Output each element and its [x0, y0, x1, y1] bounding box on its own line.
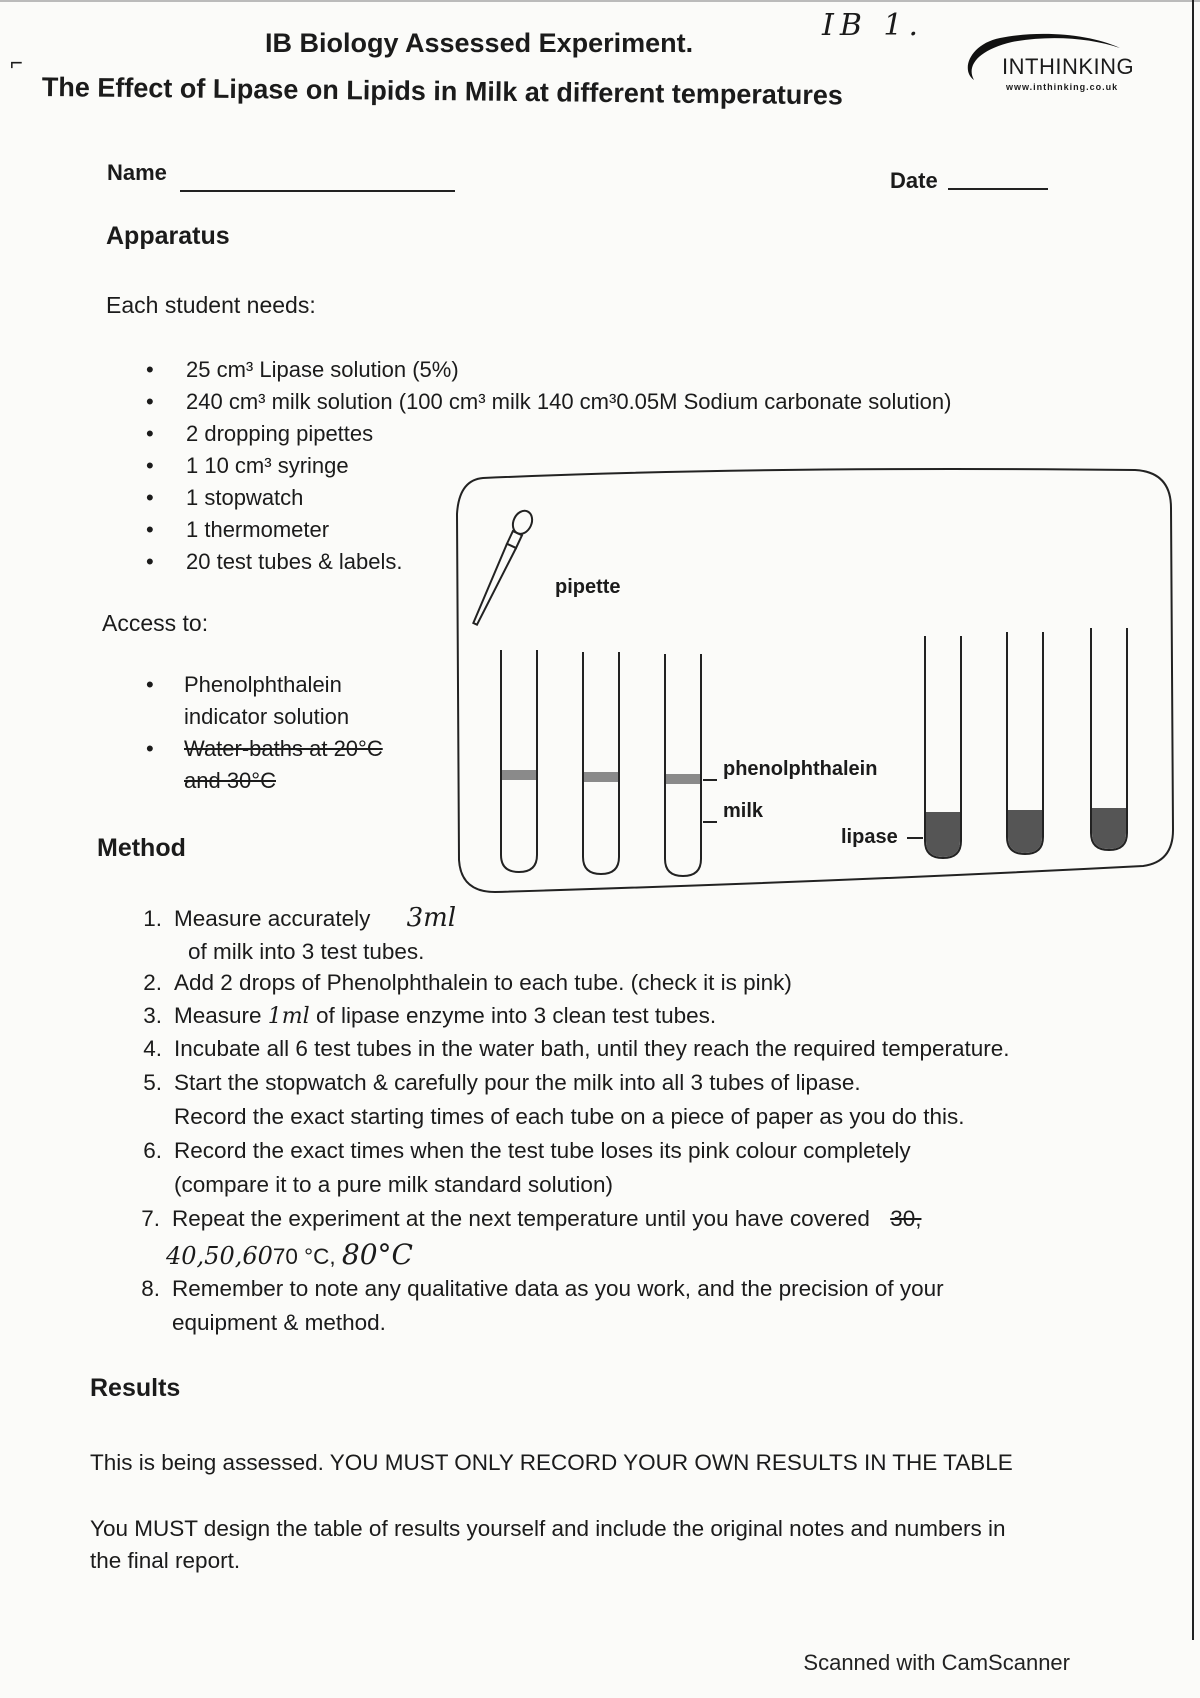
name-label: Name	[107, 160, 167, 185]
handwritten-volume: 1ml	[267, 1004, 310, 1029]
logo-url: www.inthinking.co.uk	[1006, 82, 1119, 92]
method-step: 4. Incubate all 6 test tubes in the water bath, until they reach the required temperature.	[143, 1036, 1010, 1061]
page-right-edge	[1192, 0, 1194, 1640]
pipette-icon	[467, 508, 536, 628]
list-item: • 1 stopwatch	[146, 482, 951, 514]
apparatus-intro: Each student needs:	[106, 292, 316, 318]
corner-mark: ⌐	[10, 50, 23, 75]
diagram-illustration	[455, 460, 1175, 900]
method-step: 5. Start the stopwatch & carefully pour the milk into all 3 tubes of lipase. Record the exact starting times of each tube on a piece of paper as you do this.	[143, 1070, 965, 1129]
list-item: • 20 test tubes & labels.	[146, 546, 951, 578]
inthinking-logo	[960, 30, 1165, 100]
handwritten-temps: 40,50,60	[166, 1242, 273, 1270]
list-item: • 1 thermometer	[146, 514, 951, 546]
list-item: • 240 cm³ milk solution (100 cm³ milk 140 cm³0.05M Sodium carbonate solution)	[146, 386, 951, 418]
method-step: 8. Remember to note any qualitative data as you work, and the precision of your equipment & method.	[141, 1276, 944, 1335]
pipette-label: pipette	[555, 576, 621, 598]
access-label: Access to:	[102, 610, 209, 636]
access-item-struck: Water-baths at 20°C	[184, 736, 383, 761]
scanner-watermark: Scanned with CamScanner	[803, 1650, 1070, 1675]
results-note-line2: the final report.	[90, 1548, 241, 1573]
page-title: IB Biology Assessed Experiment.	[265, 28, 694, 58]
date-field[interactable]	[948, 188, 1048, 190]
date-label: Date	[890, 168, 938, 193]
method-step: 2. Add 2 drops of Phenolphthalein to each tube. (check it is pink)	[143, 970, 792, 995]
page-top-edge	[0, 0, 1200, 2]
results-instruction: This is being assessed. YOU MUST ONLY RECORD YOUR OWN RESULTS IN THE TABLE	[90, 1450, 1013, 1475]
access-item-struck: and 30°C	[184, 768, 276, 793]
results-heading: Results	[90, 1374, 181, 1402]
list-item: • 2 dropping pipettes	[146, 418, 951, 450]
page-subtitle: The Effect of Lipase on Lipids in Milk at different temperatures	[41, 72, 844, 111]
results-note-line1: You MUST design the table of results yourself and include the original notes and numbers in	[90, 1516, 1006, 1541]
milk-label: milk	[723, 800, 764, 822]
access-item: indicator solution	[184, 704, 350, 729]
name-field[interactable]	[180, 190, 455, 192]
access-item: Phenolphthalein	[184, 672, 342, 697]
list-item: • 1 10 cm³ syringe	[146, 450, 951, 482]
method-step: 7. Repeat the experiment at the next temperature until you have covered 30, 40,50,6070 °C, 80°C	[141, 1206, 922, 1271]
logo-text: INTHINKING	[1002, 54, 1135, 79]
method-step: 1. Measure accurately 3ml of milk into 3 test tubes.	[143, 903, 457, 964]
method-step: 3. Measure 1ml of lipase enzyme into 3 clean test tubes.	[143, 1003, 717, 1029]
handwritten-temp: 80°C	[341, 1238, 413, 1271]
lipase-label: lipase	[841, 826, 898, 848]
apparatus-heading: Apparatus	[106, 222, 230, 250]
phenolphthalein-label: phenolphthalein	[723, 758, 878, 780]
handwritten-volume: 3ml	[406, 903, 457, 933]
handwritten-class-code: IB 1.	[822, 8, 925, 43]
milk-tubes	[501, 650, 701, 876]
apparatus-diagram	[455, 460, 1175, 900]
list-item: • 25 cm³ Lipase solution (5%)	[146, 354, 951, 386]
method-heading: Method	[97, 834, 186, 862]
method-step: 6. Record the exact times when the test tube loses its pink colour completely (compare it to a pure milk standard solution)	[143, 1138, 911, 1197]
scanned-page: ⌐ IB 1. IB Biology Assessed Experiment. The Effect of Lipase on Lipids in Milk at different temperatures INTHINKING www.inthinking.co.uk Name Date Apparatus Each student needs: • 25 cm³ Lipase solution (5%) • 240 cm³ milk solution (100 cm³ milk 140 cm³0.05M Sodium carbonate solution) • 2 dropping pipettes • 1 10 cm³ syringe • 1 stopwatch • 1 thermometer • 20 test tubes & labels. Access to: • Phenolphthalein indicator solution • Water-baths at 20°C and 30°C pipette phenolphthalein milk lipase Method 1. Measure accurately 3ml of milk into 3 test tubes. 2. Add 2 drops of Phenolphthalein to each tube. (check it is pink) 3. Measure 1ml of lipase enzyme into 3 clean test tubes. 4. Incubate all 6 test tubes in the water bath, until they reach the required temperature. 5. Start the stopwatch & carefully pour the milk into all 3 tubes of lipase. Record the exact starting times of each tube on a piece of paper as you do this. 6. Record the exact times when the test tube loses its pink colour completely (compare it to a pure milk standard solution) 7. Repeat the experiment at the next temperature until you have covered 30, 40,50,6070 °C, 80°C 8. Remember to note any qualitative data as you work, and the precision of your equipment & method. Results This is being assessed. YOU MUST ONLY RECORD YOUR OWN RESULTS IN THE TABLE You MUST design the table of results yourself and include the original notes and numbers in the final report. Scanned with CamScanner	[0, 0, 1200, 1698]
